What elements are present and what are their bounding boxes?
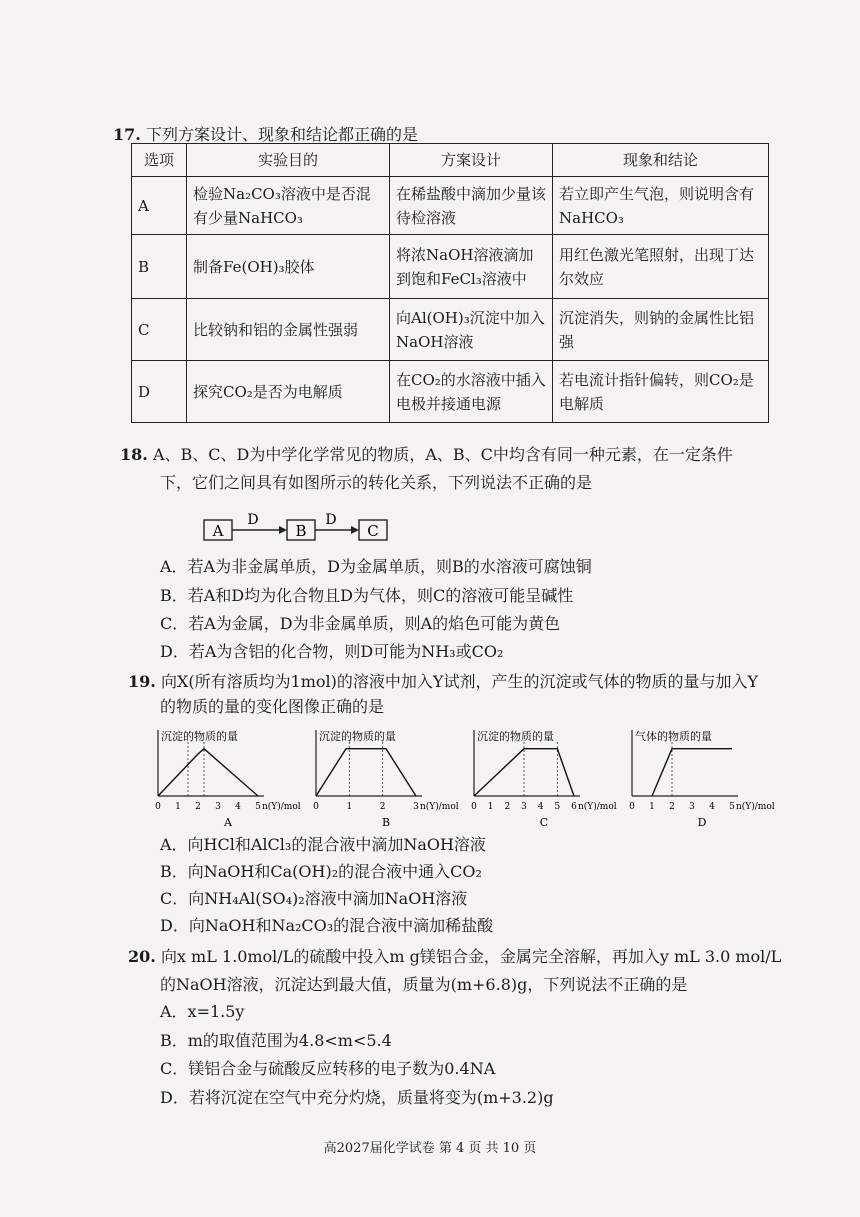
tick-label: 1 [649, 802, 655, 812]
tick-label: 4 [537, 802, 544, 812]
q20-number: 20. [128, 947, 156, 966]
row-purpose: 制备Fe(OH)₃胶体 [187, 235, 390, 299]
series-line [158, 749, 258, 796]
row-design: 将浓NaOH溶液滴加到饱和FeCl₃溶液中 [390, 235, 553, 299]
tick-label: 1 [487, 802, 494, 812]
graph-caption: D [697, 816, 707, 829]
q19-option-b: B．向NaOH和Ca(OH)₂的混合液中通入CO₂ [160, 862, 482, 881]
series-line [652, 749, 732, 796]
q19-option-d: D．向NaOH和Na₂CO₃的混合液中滴加稀盐酸 [160, 916, 494, 935]
y-axis-label: 气体的物质的量 [635, 730, 712, 743]
row-result: 沉淀消失，则钠的金属性比铝强 [553, 299, 769, 361]
tick-label: 3 [521, 802, 527, 812]
series-line [316, 749, 416, 796]
table-row [132, 361, 769, 423]
row-purpose: 检验Na₂CO₃溶液中是否混有少量NaHCO₃ [187, 177, 390, 235]
tick-label: 0 [629, 802, 635, 812]
arrowhead-2 [351, 526, 359, 534]
q20-stem-line2: 的NaOH溶液，沉淀达到最大值，质量为(m+6.8)g，下列说法不正确的是 [160, 975, 688, 994]
tick-label: 2 [195, 802, 201, 812]
q18-stem-line1 [120, 442, 733, 468]
row-option: B [132, 235, 187, 299]
row-design: 在CO₂的水溶液中插入电极并接通电源 [390, 361, 553, 423]
tick-label: 1 [175, 802, 181, 812]
q19-number: 19. [128, 672, 156, 691]
graph-caption: C [539, 816, 549, 829]
row-design: 向Al(OH)₃沉淀中加入NaOH溶液 [390, 299, 553, 361]
graph-caption: A [224, 816, 232, 829]
y-axis-label: 沉淀的物质的量 [161, 730, 238, 743]
tick-label: 2 [379, 802, 386, 812]
q19-option-a: A．向HCl和AlCl₃的混合液中滴加NaOH溶液 [160, 835, 486, 854]
tick-label: 4 [709, 802, 715, 812]
row-option: D [132, 361, 187, 423]
q18-stem-1: A、B、C、D为中学化学常见的物质，A、B、C中均含有同一种元素，在一定条件 [152, 445, 733, 464]
q18-option-b: B．若A和D均为化合物且D为气体，则C的溶液可能呈碱性 [160, 586, 574, 605]
q18-option-c: C．若A为金属，D为非金属单质，则A的焰色可能为黄色 [160, 614, 561, 633]
box-a-label: A [212, 522, 224, 540]
y-axis-label: 沉淀的物质的量 [477, 730, 554, 743]
q17-header-row [132, 144, 769, 177]
tick-label: 5 [255, 802, 261, 812]
row-result: 若电流计指针偏转，则CO₂是电解质 [553, 361, 769, 423]
header-result: 现象和结论 [553, 144, 769, 177]
tick-label: 2 [504, 802, 511, 812]
tick-label: 6 [571, 802, 577, 812]
q19-stem-line2: 的物质的量的变化图像正确的是 [160, 697, 385, 716]
q19-option-c: C．向NH₄Al(SO₄)₂溶液中滴加NaOH溶液 [160, 889, 468, 908]
q19-stem-1: 向X(所有溶质均为1mol)的溶液中加入Y试剂，产生的沉淀或气体的物质的量与加入Y [160, 672, 759, 691]
q20-option-a: A．x=1.5y [160, 1002, 245, 1021]
x-axis-label: n(Y)/mol [578, 802, 617, 812]
tick-label: 3 [689, 802, 695, 812]
box-c-label: C [367, 522, 379, 540]
q18-option-a: A．若A为非金属单质，D为金属单质，则B的水溶液可腐蚀铜 [160, 557, 592, 576]
tick-label: 5 [554, 802, 561, 812]
tick-label: 4 [235, 802, 241, 812]
header-purpose: 实验目的 [187, 144, 390, 177]
q19-stem-line1 [128, 669, 758, 695]
tick-label: 2 [669, 802, 675, 812]
table-row [132, 235, 769, 299]
x-axis-label: n(Y)/mol [262, 802, 301, 812]
tick-label: 3 [215, 802, 221, 812]
q18-stem-line2: 下，它们之间具有如图所示的转化关系，下列说法不正确的是 [160, 473, 593, 492]
row-option: C [132, 299, 187, 361]
tick-label: 0 [313, 802, 319, 812]
tick-label: 0 [155, 802, 161, 812]
arrowhead-1 [279, 526, 287, 534]
q18-number: 18. [120, 445, 148, 464]
arrow-1-label: D [247, 512, 259, 528]
tick-label: 1 [346, 802, 353, 812]
box-b-label: B [295, 522, 307, 540]
q20-option-d: D．若将沉淀在空气中充分灼烧，质量将变为(m+3.2)g [160, 1088, 554, 1107]
row-design: 在稀盐酸中滴加少量该待检溶液 [390, 177, 553, 235]
row-purpose: 比较钠和铝的金属性强弱 [187, 299, 390, 361]
q20-option-b: B．m的取值范围为4.8<m<5.4 [160, 1031, 392, 1050]
row-option: A [132, 177, 187, 235]
page-footer: 高2027届化学试卷 第 4 页 共 10 页 [323, 1141, 537, 1156]
tick-label: 0 [471, 802, 477, 812]
tick-label: 3 [413, 802, 419, 812]
x-axis-label: n(Y)/mol [736, 802, 775, 812]
header-option: 选项 [132, 144, 187, 177]
arrow-2-label: D [325, 512, 337, 528]
q18-option-d: D．若A为含铝的化合物，则D可能为NH₃或CO₂ [160, 642, 504, 661]
q20-stem-line1 [128, 944, 781, 970]
q17-table [131, 143, 769, 423]
table-row [132, 177, 769, 235]
table-row [132, 299, 769, 361]
graph-caption: B [381, 816, 391, 829]
row-result: 用红色激光笔照射，出现丁达尔效应 [553, 235, 769, 299]
q20-stem-1: 向x mL 1.0mol/L的硫酸中投入m g镁铝合金，金属完全溶解，再加入y mL 3.0 mol/L [160, 947, 782, 966]
q20-option-c: C．镁铝合金与硫酸反应转移的电子数为0.4NA [160, 1059, 496, 1078]
row-result: 若立即产生气泡，则说明含有NaHCO₃ [553, 177, 769, 235]
conversion-diagram [203, 512, 403, 542]
q17-stem: 下列方案设计、现象和结论都正确的是 [145, 125, 418, 144]
q19-graphs [150, 722, 780, 832]
y-axis-label: 沉淀的物质的量 [319, 730, 396, 743]
row-purpose: 探究CO₂是否为电解质 [187, 361, 390, 423]
header-design: 方案设计 [390, 144, 553, 177]
q17-number: 17. [113, 125, 141, 144]
tick-label: 5 [729, 802, 735, 812]
x-axis-label: n(Y)/mol [420, 802, 459, 812]
